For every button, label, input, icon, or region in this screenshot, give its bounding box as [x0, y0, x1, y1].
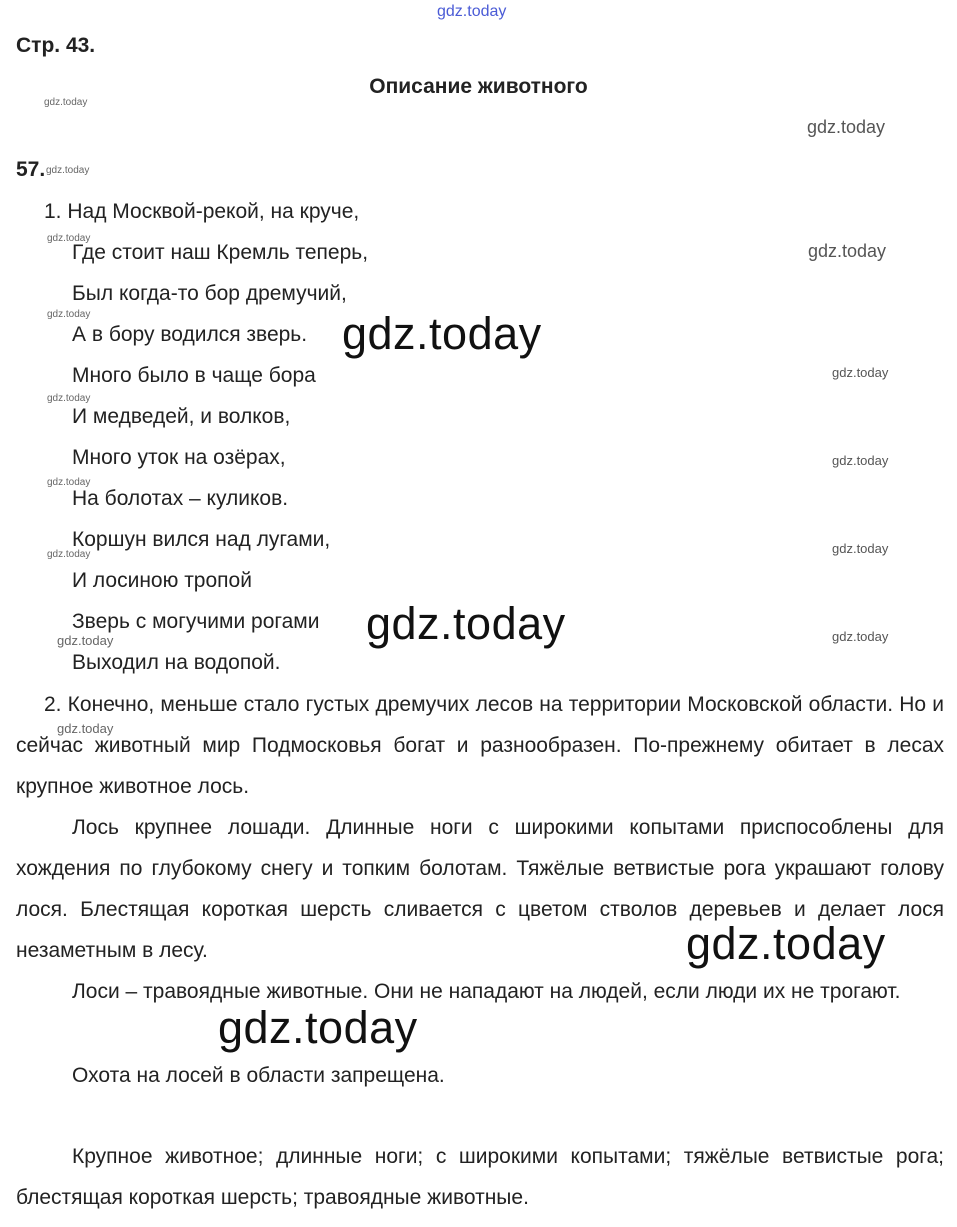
- watermark: gdz.today: [47, 309, 91, 320]
- watermark: gdz.today: [832, 541, 889, 556]
- poem-line: Коршун вился над лугами,: [72, 528, 331, 551]
- poem-line: И медведей, и волков,: [72, 405, 291, 428]
- watermark: gdz.today: [47, 393, 91, 404]
- site-watermark-top: gdz.today: [437, 3, 507, 20]
- section-title: Описание животного: [369, 75, 588, 98]
- watermark: gdz.today: [44, 97, 88, 108]
- poem-line: А в бору водился зверь.: [72, 323, 308, 346]
- poem-line: Зверь с могучими рогами: [72, 610, 320, 633]
- watermark: gdz.today: [57, 633, 114, 648]
- watermark-large: gdz.today: [366, 598, 566, 649]
- watermark-large: gdz.today: [686, 918, 886, 969]
- watermark-large: gdz.today: [342, 308, 542, 359]
- poem-line: На болотах – куликов.: [72, 487, 289, 510]
- watermark: gdz.today: [832, 453, 889, 468]
- poem-line: Выходил на водопой.: [72, 651, 281, 674]
- watermark: gdz.today: [47, 233, 91, 244]
- watermark: gdz.today: [807, 117, 886, 137]
- paragraph: Лоси – травоядные животные. Они не нападают на людей, если люди их не трогают.: [72, 980, 901, 1003]
- watermark: gdz.today: [46, 165, 90, 176]
- watermark: gdz.today: [808, 241, 887, 261]
- poem-line: Был когда-то бор дремучий,: [72, 282, 347, 305]
- page-label: Стр. 43.: [16, 34, 96, 57]
- poem-line: 1. Над Москвой-рекой, на круче,: [44, 200, 360, 223]
- poem-line: И лосиною тропой: [72, 569, 252, 592]
- poem-line: Где стоит наш Кремль теперь,: [72, 241, 369, 264]
- watermark: gdz.today: [57, 721, 114, 736]
- paragraph: Охота на лосей в области запрещена.: [72, 1064, 445, 1087]
- watermark: gdz.today: [47, 549, 91, 560]
- paragraph: 2. Конечно, меньше стало густых дремучих лесов на территории Московской области. Но и сейчас животный мир Подмосковья богат и разнообразен. По-прежнему обитает в лесах крупное животное лось.: [16, 693, 944, 798]
- poem-line: Много было в чаще бора: [72, 364, 316, 387]
- poem-line: Много уток на озёрах,: [72, 446, 286, 469]
- answer-summary: Крупное животное; длинные ноги; с широкими копытами; тяжёлые ветвистые рога; блестящая короткая шерсть; травоядные животные.: [16, 1145, 944, 1209]
- exercise-number: 57.: [16, 158, 46, 181]
- watermark-large: gdz.today: [218, 1002, 418, 1053]
- paragraph: Лось крупнее лошади. Длинные ноги с широкими копытами приспособлены для хождения по глубокому снегу и топким болотам. Тяжёлые ветвистые рога украшают голову лося. Блестящая короткая шерсть сливается с цветом стволов деревьев и делает лося незаметным в лесу.: [16, 816, 944, 962]
- watermark: gdz.today: [47, 477, 91, 488]
- watermark: gdz.today: [832, 365, 889, 380]
- watermark: gdz.today: [832, 629, 889, 644]
